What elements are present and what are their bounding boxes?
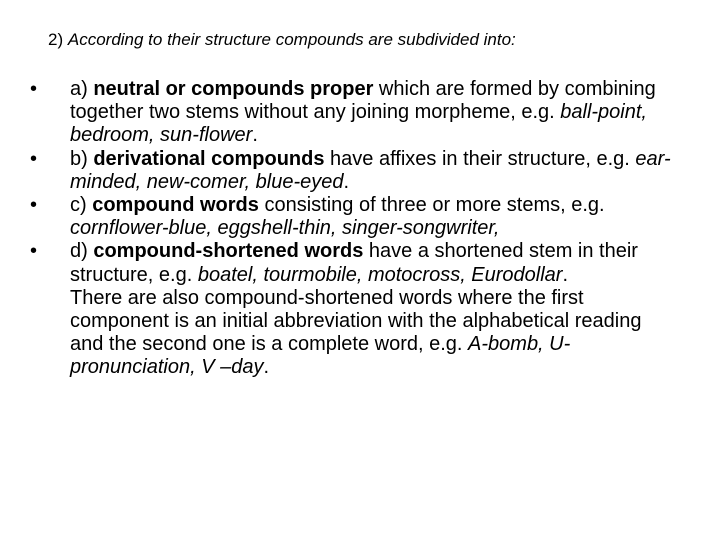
item-examples: cornflower-blue, eggshell-thin, singer-songwriter,: [70, 217, 500, 240]
item-prefix: b): [70, 147, 94, 170]
item-extra-paragraph: [70, 287, 680, 380]
item-term: neutral or compounds proper: [93, 78, 374, 100]
item-term: compound-shortened words: [93, 240, 364, 263]
item-prefix: a): [70, 78, 94, 100]
heading-number: 2): [48, 30, 64, 49]
bullet-icon: •: [30, 78, 38, 100]
item-suffix: .: [562, 263, 569, 286]
list-item: [30, 240, 680, 379]
bullet-list: [30, 78, 680, 380]
bullet-icon: •: [30, 240, 38, 263]
heading-title: According to their structure compounds are subdivided into:: [67, 30, 516, 49]
item-suffix: .: [252, 124, 258, 147]
item-examples: ball-point, bedroom, sun-flower: [70, 101, 647, 147]
list-item: [30, 148, 680, 194]
slide-heading: [48, 30, 516, 50]
bullet-icon: •: [30, 194, 38, 217]
item-term: compound words: [92, 194, 259, 217]
list-item: [30, 194, 680, 240]
item-prefix: c): [70, 194, 93, 217]
item-extra-suffix: .: [263, 356, 270, 379]
list-item: [30, 78, 680, 148]
item-examples: boatel, tourmobile, motocross, Eurodollar: [197, 263, 563, 286]
item-term: derivational compounds: [93, 147, 325, 170]
item-examples: ear-minded, new-comer, blue-eyed: [70, 147, 671, 193]
item-extra-examples: A-bomb, U-pronunciation, V –day: [70, 333, 571, 379]
item-prefix: d): [70, 240, 94, 263]
item-extra-text: There are also compound-shortened words where the first component is an initial abbreviation with the alphabetical reading and the second one is a complete word, e.g.: [70, 286, 642, 356]
bullet-icon: •: [30, 147, 38, 170]
item-text: have a shortened stem in their structure, e.g.: [70, 240, 638, 286]
item-text: which are formed by combining together two stems without any joining morpheme, e.g.: [70, 78, 656, 124]
item-text: consisting of three or more stems, e.g.: [258, 194, 605, 217]
item-text: have affixes in their structure, e.g.: [324, 147, 636, 170]
item-suffix: .: [343, 170, 350, 193]
